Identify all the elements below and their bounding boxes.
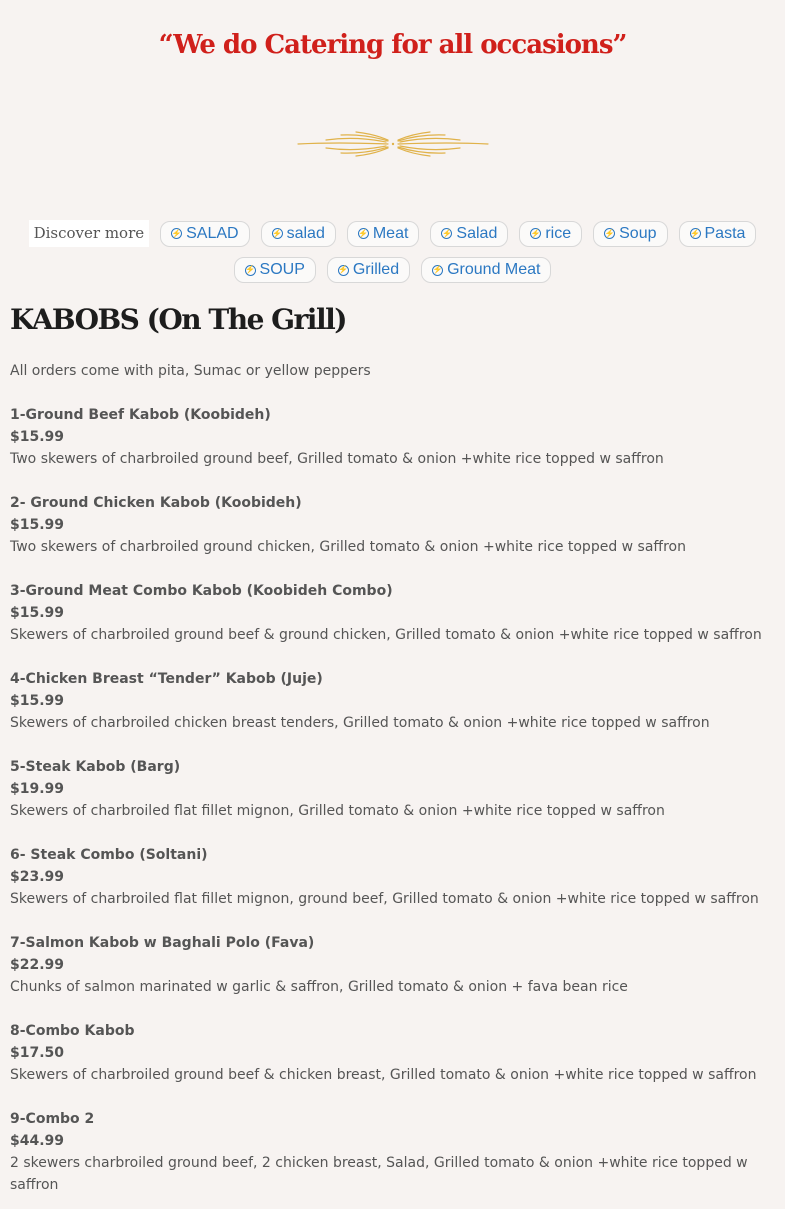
menu-item-price: $15.99 (10, 517, 65, 533)
tag-salad-lower[interactable]: ⚡ salad (261, 221, 336, 247)
tag-ground-meat[interactable]: ⚡ Ground Meat (421, 257, 551, 283)
menu-item-price: $15.99 (10, 605, 65, 621)
bolt-circle-icon: ⚡ (338, 265, 349, 274)
bolt-circle-icon: ⚡ (171, 228, 182, 238)
discover-more-label: Discover more (29, 220, 150, 247)
tag-rice[interactable]: ⚡ rice (519, 221, 582, 247)
tag-soup[interactable]: ⚡ Soup (593, 221, 667, 247)
menu-item (10, 404, 770, 470)
menu-item-name: 6- Steak Combo (Soltani) (10, 847, 208, 863)
menu-item (10, 932, 770, 998)
bolt-circle-icon: ⚡ (432, 265, 443, 274)
menu-item-description: Skewers of charbroiled flat fillet mignon, ground beef, Grilled tomato & onion +white rice topped w saffron (10, 891, 759, 907)
menu-item-name: 5-Steak Kabob (Barg) (10, 759, 181, 775)
tag-salad-upper[interactable]: ⚡ SALAD (160, 221, 249, 247)
topic-tags-row-1 (0, 220, 785, 247)
menu-item-description: Two skewers of charbroiled ground chicken, Grilled tomato & onion +white rice topped w saffron (10, 539, 686, 555)
bolt-circle-icon: ⚡ (604, 228, 615, 238)
menu-item (10, 492, 770, 558)
menu-content (10, 360, 770, 1196)
menu-item-price: $19.99 (10, 781, 65, 797)
tag-pasta[interactable]: ⚡ Pasta (679, 221, 757, 247)
menu-item-name: 1-Ground Beef Kabob (Koobideh) (10, 407, 271, 423)
menu-item-description: 2 skewers charbroiled ground beef, 2 chicken breast, Salad, Grilled tomato & onion +white rice topped w saffron (10, 1155, 748, 1193)
bolt-circle-icon: ⚡ (530, 228, 541, 238)
tag-soup-upper[interactable]: ⚡ SOUP (234, 257, 316, 283)
menu-item (10, 844, 770, 910)
menu-item-price: $44.99 (10, 1133, 65, 1149)
menu-item-description: Skewers of charbroiled ground beef & chicken breast, Grilled tomato & onion +white rice topped w saffron (10, 1067, 757, 1083)
menu-item-price: $23.99 (10, 869, 65, 885)
menu-item-description: Two skewers of charbroiled ground beef, Grilled tomato & onion +white rice topped w saffron (10, 451, 664, 467)
catering-tagline: “We do Catering for all occasions” (158, 30, 627, 60)
menu-item-name: 3-Ground Meat Combo Kabob (Koobideh Combo) (10, 583, 393, 599)
menu-item-price: $15.99 (10, 429, 65, 445)
menu-item (10, 580, 770, 646)
intro-text: All orders come with pita, Sumac or yellow peppers (10, 363, 371, 379)
bolt-circle-icon: ⚡ (245, 265, 255, 274)
topic-tags-row-2 (0, 257, 785, 283)
menu-item-price: $17.50 (10, 1045, 65, 1061)
menu-item-description: Skewers of charbroiled chicken breast tenders, Grilled tomato & onion +white rice topped w saffron (10, 715, 710, 731)
menu-items-list (10, 404, 770, 1196)
menu-item-description: Skewers of charbroiled flat fillet mignon, Grilled tomato & onion +white rice topped w saffron (10, 803, 665, 819)
tag-meat[interactable]: ⚡ Meat (347, 221, 420, 247)
menu-item-description: Skewers of charbroiled ground beef & ground chicken, Grilled tomato & onion +white rice topped w saffron (10, 627, 762, 643)
menu-item-name: 9-Combo 2 (10, 1111, 95, 1127)
menu-item-name: 2- Ground Chicken Kabob (Koobideh) (10, 495, 302, 511)
menu-item (10, 1020, 770, 1086)
menu-item-name: 4-Chicken Breast “Tender” Kabob (Juje) (10, 671, 323, 687)
bolt-circle-icon: ⚡ (358, 228, 369, 238)
ornamental-divider-icon (296, 130, 490, 158)
menu-item-description: Chunks of salmon marinated w garlic & saffron, Grilled tomato & onion + fava bean rice (10, 979, 628, 995)
menu-item-price: $22.99 (10, 957, 65, 973)
menu-item (10, 756, 770, 822)
bolt-circle-icon: ⚡ (272, 228, 283, 238)
menu-item (10, 668, 770, 734)
menu-item-price: $15.99 (10, 693, 65, 709)
bolt-circle-icon: ⚡ (441, 228, 452, 238)
menu-item-name: 8-Combo Kabob (10, 1023, 135, 1039)
tag-salad[interactable]: ⚡ Salad (430, 221, 508, 247)
menu-item (10, 1108, 770, 1196)
tag-grilled[interactable]: ⚡ Grilled (327, 257, 410, 283)
bolt-circle-icon: ⚡ (690, 228, 700, 238)
section-title: KABOBS (On The Grill) (10, 303, 346, 336)
menu-item-name: 7-Salmon Kabob w Baghali Polo (Fava) (10, 935, 315, 951)
